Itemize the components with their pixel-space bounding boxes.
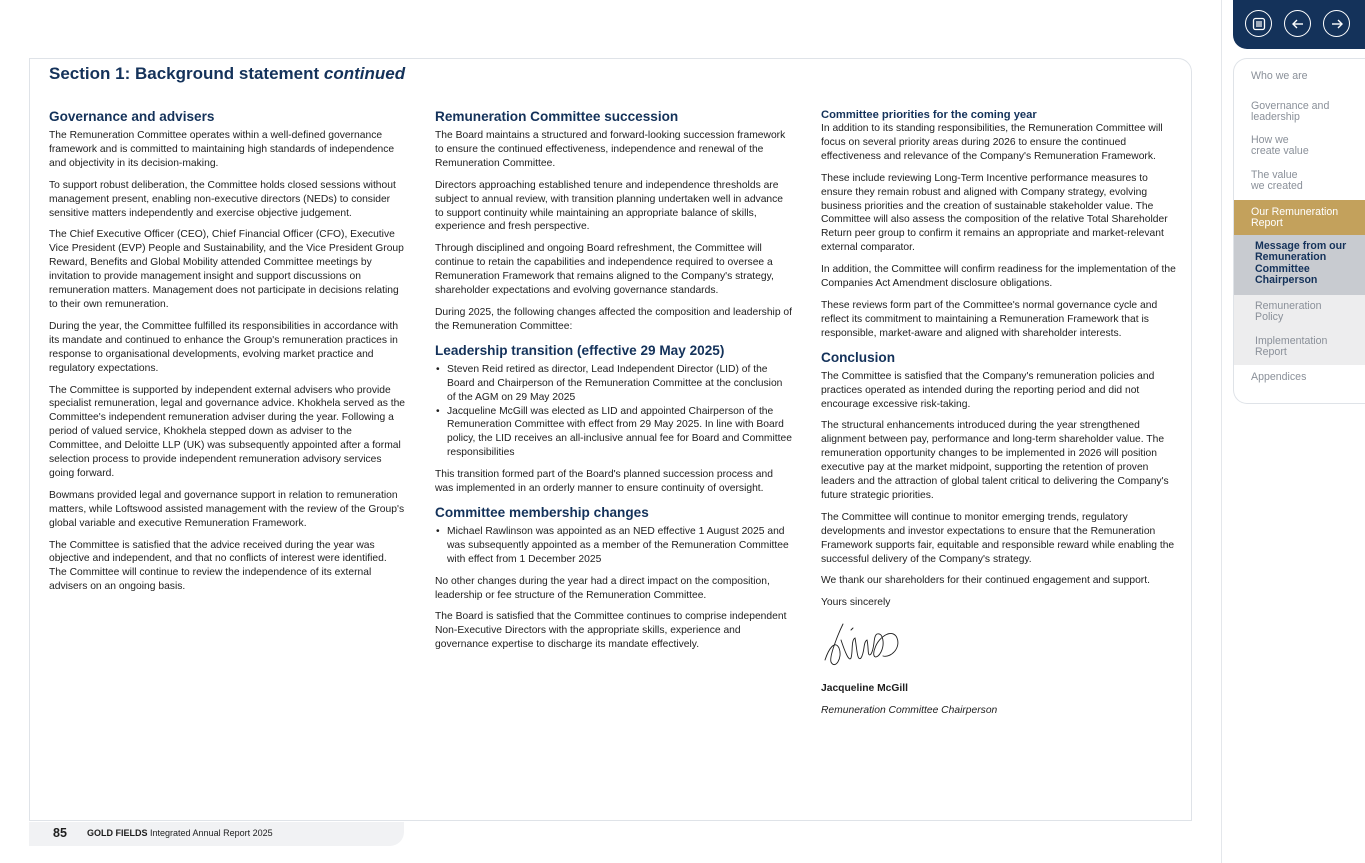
nav-item-who-we-are[interactable] [1234,59,1365,95]
contents-button[interactable] [1245,10,1272,37]
heading-conclusion: Conclusion [821,349,896,365]
nav-item-label: Remuneration [1255,300,1322,312]
paragraph: No other changes during the year had a direct impact on the composition, leadership or fee structure of the Remuneration Committee. [435,575,770,601]
page-title [49,64,405,84]
nav-item-governance[interactable] [1234,95,1365,131]
nav-item-label: we created [1251,180,1303,193]
nav-item-label: Who we are [1251,70,1308,82]
nav-item-label: leadership [1251,111,1300,124]
section-title-suffix: continued [323,64,406,83]
paragraph: The structural enhancements introduced during the year strengthened alignment between pay, performance and long-term shareholder value. The remuneration opportunity changes to be implemented in 2026 will position executive pay at the market midpoint, supporting the retention of proven leaders and the attraction of global talent critical to delivering the Company's future strategic priorities. [821,420,1169,501]
list-item: • Steven Reid retired as director, Lead Independent Director (LID) of the Board and Chairperson of the Remuneration Committee at the conclusion of the AGM on 29 May 2025 [447,363,793,405]
list-item: • Michael Rawlinson was appointed as an NED effective 1 August 2025 and was subsequently appointed as a member of the Remuneration Committee with effect from 1 December 2025 [447,525,793,567]
paragraph: To support robust deliberation, the Committee holds closed sessions without management present, enabling non-executive directors (NEDs) to consider sensitive matters independently and exercise objective judgement. [49,179,396,219]
footer-brand: GOLD FIELDS [87,828,148,838]
paragraph: The Committee is supported by independent external advisers who provide specialist remuneration, legal and governance advice. Khokhela served as the Committee's independent remuneration adviser during the year. Following a period of valued service, Khokhela stepped down as adviser to the Committee, and Deloitte LLP (UK) was subsequently appointed after a formal selection process to provide independent remuneration advisory services going forward. [49,384,406,479]
nav-item-chairperson-message[interactable] [1234,235,1365,295]
nav-item-appendices[interactable] [1234,365,1365,403]
page-number: 85 [53,826,67,840]
footer-title [87,828,273,838]
paragraph: This transition formed part of the Board's planned succession process and was implemented in an orderly manner to ensure continuity of oversight. [435,469,773,495]
nav-item-label: Report [1255,346,1287,359]
paragraph: We thank our shareholders for their continued engagement and support. [821,575,1150,587]
nav-item-label: How we [1251,134,1289,146]
paragraph: Directors approaching established tenure and independence thresholds are subject to annual review, with transition planning undertaken well in advance to support continuity while maintaining an appropriate balance of skills, experience and fresh perspective. [435,179,784,233]
column-priorities [821,108,1177,726]
paragraph: During the year, the Committee fulfilled its responsibilities in accordance with its mandate and continued to enhance the Group's remuneration practices in response to organisational developments, evolving market practice and regulatory expectations. [49,320,399,374]
sidebar-divider [1221,0,1222,863]
signature-image [821,618,903,674]
nav-item-label: Our Remuneration [1251,206,1339,218]
signatory-role: Remuneration Committee Chairperson [821,705,998,717]
nav-item-label: Implementation [1255,335,1328,347]
nav-item-value-created[interactable] [1234,166,1365,200]
arrow-left-icon [1291,17,1305,31]
nav-item-create-value[interactable] [1234,131,1365,166]
nav-item-label: Appendices [1251,371,1307,383]
side-nav [1233,58,1365,404]
nav-item-label: Policy [1255,311,1284,324]
contents-icon [1252,17,1266,31]
leadership-list [435,363,793,460]
paragraph: The Committee is satisfied that the advice received during the year was objective and independent, and that no conflicts of interest were identified. The Committee will continue to review the independence of its external advisers on an ongoing basis. [49,539,387,593]
paragraph-sign-off: Yours sincerely [821,597,891,609]
paragraph: The Remuneration Committee operates within a well-defined governance framework and is committed to maintaining high standards of independence and objectivity in its decision-making. [49,130,395,169]
column-governance [49,108,407,602]
membership-list [435,525,793,567]
heading-leadership-transition: Leadership transition (effective 29 May 2025) [435,342,725,358]
paragraph: These reviews form part of the Committee's normal governance cycle and reflect its commitment to maintaining a Remuneration Framework that is responsible, market-aware and aligned with shareholder interests. [821,299,1158,339]
paragraph: The Board is satisfied that the Committee continues to comprise independent Non-Executive Directors with the appropriate skills, experience and governance expertise to discharge its mandate effectively. [435,611,787,651]
nav-item-remuneration-report[interactable] [1234,200,1365,235]
column-succession [435,108,793,660]
heading-membership-changes: Committee membership changes [435,504,649,520]
previous-page-button[interactable] [1284,10,1311,37]
nav-item-label: create value [1251,145,1309,158]
list-item: • Jacqueline McGill was elected as LID and appointed Chairperson of the Remuneration Committee with effect from 29 May 2025. In line with Board policy, the LID receives an all-inclusive annual fee for Board and Committee responsibilities [447,405,793,461]
nav-item-label: Governance and [1251,100,1330,112]
footer-report-title: Integrated Annual Report 2025 [150,828,273,838]
paragraph: The Chief Executive Officer (CEO), Chief Financial Officer (CFO), Executive Vice President (EVP) People and Sustainability, and the Vice President Group Reward, Benefits and Global Mobility attended Committee meetings by invitation to provide management insight and support discussions on remuneration matters. Management does not participate in decisions relating to their own remuneration. [49,229,404,310]
section-title-main: Section 1: Background statement [49,64,320,83]
next-page-button[interactable] [1323,10,1350,37]
paragraph: In addition to its standing responsibilities, the Remuneration Committee will focus on several priority areas during 2026 to ensure the continued effectiveness and relevance of the Company's Remuneration Framework. [821,123,1163,162]
paragraph: The Committee will continue to monitor emerging trends, regulatory developments and investor expectations to ensure that the Remuneration Framework supports fair, equitable and responsible reward while enabling the successful delivery of the Company's strategy. [821,511,1175,565]
nav-item-label: The value [1251,169,1298,181]
paragraph: Through disciplined and ongoing Board refreshment, the Committee will continue to retain the capabilities and independence required to oversee a Remuneration Framework that remains aligned to the Company's strategy, shareholder expectations and evolving governance standards. [435,243,774,297]
nav-item-label: Report [1251,217,1283,230]
paragraph: The Committee is satisfied that the Company's remuneration policies and practices operated as intended during the reporting period and did not encourage excessive risk-taking. [821,370,1155,410]
paragraph: These include reviewing Long-Term Incentive performance measures to ensure they remain robust and aligned with Company strategy, evolving business priorities and the creation of sustainable stakeholder value. The Committee will also assess the composition of the relative Total Shareholder Return peer group to confirm it remains an appropriate and market-relevant external comparator. [821,172,1168,254]
paragraph: In addition, the Committee will confirm readiness for the implementation of the Companies Act Amendment disclosure obligations. [821,264,1176,290]
heading-succession: Remuneration Committee succession [435,109,679,124]
signatory-name: Jacqueline McGill [821,683,908,695]
paragraph: During 2025, the following changes affected the composition and leadership of the Remuneration Committee: [435,306,793,332]
nav-item-implementation-report[interactable] [1234,331,1365,365]
paragraph: Bowmans provided legal and governance support in relation to remuneration matters, while Loftswood assisted management with the review of the Group's global variable and executive Remuneration Framework. [49,489,405,529]
heading-priorities: Committee priorities for the coming year [821,109,1037,121]
nav-toolbar [1233,0,1365,49]
nav-item-label: Message from our Remuneration Committee Chairperson [1255,240,1347,287]
paragraph: The Board maintains a structured and forward-looking succession framework to ensure the continued effectiveness, independence and renewal of the Remuneration Committee. [435,130,786,169]
heading-governance: Governance and advisers [49,109,215,124]
nav-item-remuneration-policy[interactable] [1234,295,1365,331]
arrow-right-icon [1330,17,1344,31]
